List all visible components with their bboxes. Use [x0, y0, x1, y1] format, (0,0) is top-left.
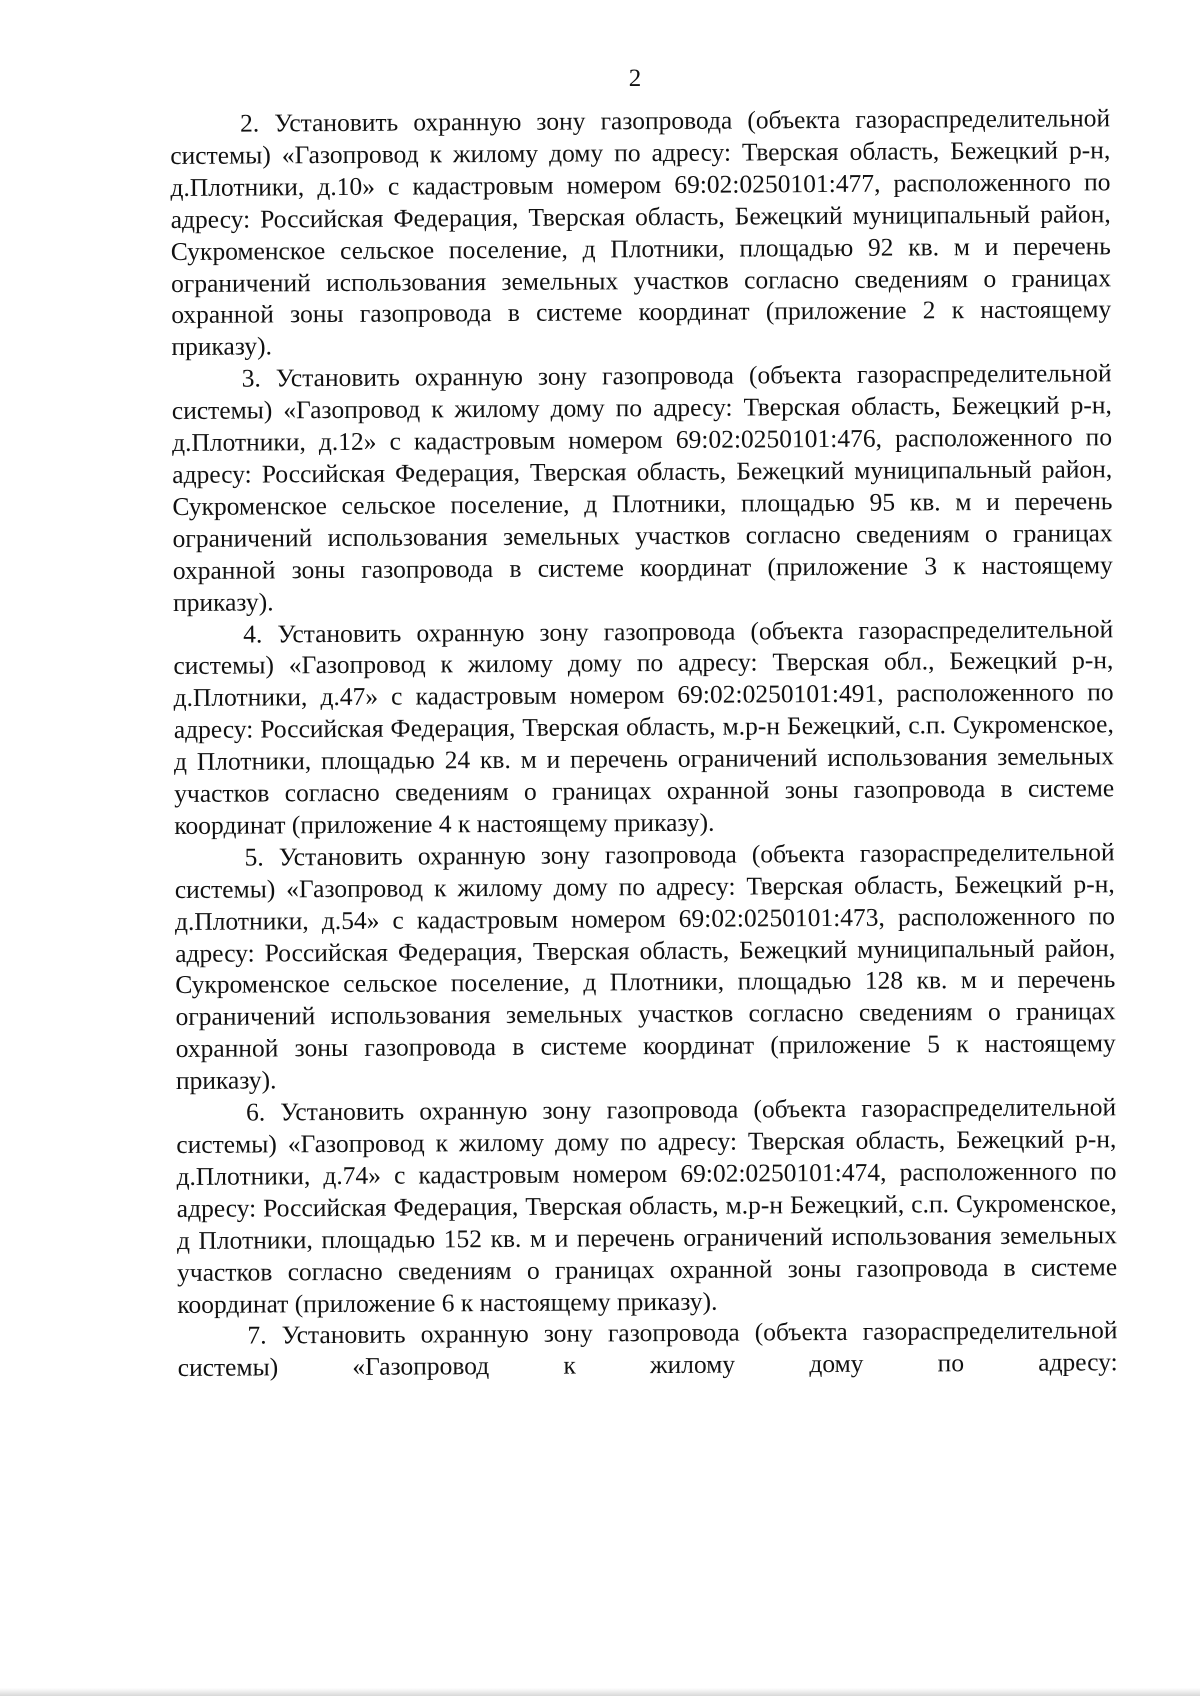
paragraph-item-4: 4. Установить охранную зону газопровода (объекта газораспределительной системы) «Газопровод к жилому дому по адресу: Тверская обл., Бежецкий р-н, д.Плотники, д.47» с кадастровым номером 69:02:0250101:491, расположенного по адресу: Российская Федерация, Тверская область, м.р-н Бежецкий, с.п. Сукроменское, д Плотники, площадью 24 кв. м и перечень ограничений использования земельных участков согласно сведениям о границах охранной зоны газопровода в системе координат (приложение 4 к настоящему приказу).	[173, 613, 1115, 840]
paragraph-item-7: 7. Установить охранную зону газопровода (объекта газораспределительной системы) «Газопровод к жилому дому по адресу:	[177, 1315, 1118, 1383]
paragraph-item-5: 5. Установить охранную зону газопровода (объекта газораспределительной системы) «Газопровод к жилому дому по адресу: Тверская область, Бежецкий р-н, д.Плотники, д.54» с кадастровым номером 69:02:0250101:473, расположенного по адресу: Российская Федерация, Тверская область, Бежецкий муниципальный район, Сукроменское сельское поселение, д Плотники, площадью 128 кв. м и перечень ограничений использования земельных участков согласно сведениям о границах охранной зоны газопровода в системе координат (приложение 5 к настоящему приказу).	[174, 837, 1116, 1096]
paragraph-item-6: 6. Установить охранную зону газопровода (объекта газораспределительной системы) «Газопровод к жилому дому по адресу: Тверская область, Бежецкий р-н, д.Плотники, д.74» с кадастровым номером 69:02:0250101:474, расположенного по адресу: Российская Федерация, Тверская область, м.р-н Бежецкий, с.п. Сукроменское, д Плотники, площадью 152 кв. м и перечень ограничений использования земельных участков согласно сведениям о границах охранной зоны газопровода в системе координат (приложение 6 к настоящему приказу).	[176, 1092, 1118, 1319]
scan-bottom-edge	[0, 1688, 1200, 1696]
paragraph-item-2: 2. Установить охранную зону газопровода (объекта газораспределительной системы) «Газопровод к жилому дому по адресу: Тверская область, Бежецкий р-н, д.Плотники, д.10» с кадастровым номером 69:02:0250101:477, расположенного по адресу: Российская Федерация, Тверская область, Бежецкий муниципальный район, Сукроменское сельское поселение, д Плотники, площадью 92 кв. м и перечень ограничений использования земельных участков согласно сведениям о границах охранной зоны газопровода в системе координат (приложение 2 к настоящему приказу).	[170, 103, 1112, 362]
paragraph-item-3: 3. Установить охранную зону газопровода (объекта газораспределительной системы) «Газопровод к жилому дому по адресу: Тверская область, Бежецкий р-н, д.Плотники, д.12» с кадастровым номером 69:02:0250101:476, расположенного по адресу: Российская Федерация, Тверская область, Бежецкий муниципальный район, Сукроменское сельское поселение, д Плотники, площадью 95 кв. м и перечень ограничений использования земельных участков согласно сведениям о границах охранной зоны газопровода в системе координат (приложение 3 к настоящему приказу).	[171, 358, 1113, 617]
page-number: 2	[628, 65, 642, 92]
document-body	[170, 102, 1118, 1384]
